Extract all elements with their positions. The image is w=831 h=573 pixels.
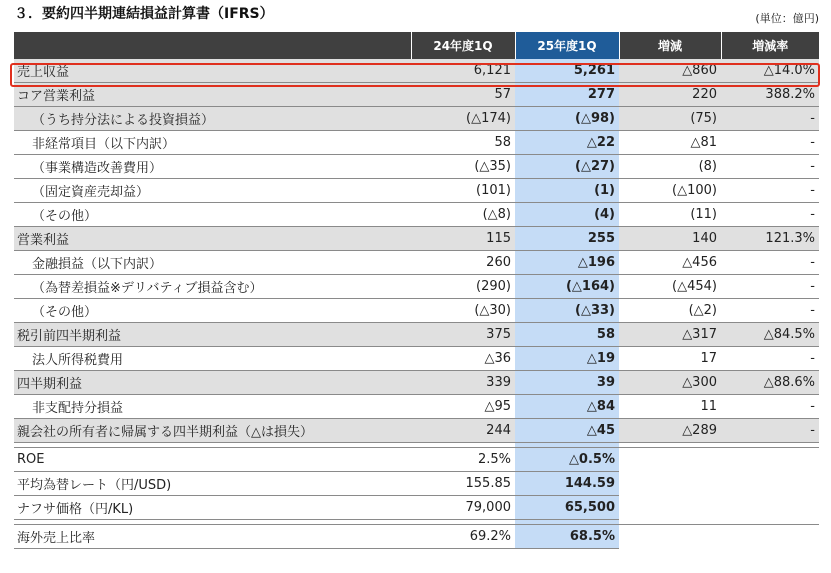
table-row	[14, 203, 819, 227]
row-label: （事業構造改善費用）	[14, 155, 411, 179]
diff-value: △81	[619, 131, 721, 155]
table-row	[14, 131, 819, 155]
diff-value: 17	[619, 347, 721, 371]
diff-value: △300	[619, 371, 721, 395]
row-label: 金融損益（以下内訳）	[14, 251, 411, 275]
rate-value: -	[721, 203, 819, 227]
row-label: 売上収益	[14, 59, 411, 83]
rate-value: -	[721, 299, 819, 323]
rate-value: -	[721, 179, 819, 203]
row-label: 法人所得税費用	[14, 347, 411, 371]
row-label: コア営業利益	[14, 83, 411, 107]
fy24-value: (101)	[411, 179, 515, 203]
table-row	[14, 179, 819, 203]
diff-value: (△454)	[619, 275, 721, 299]
rate-value: -	[721, 347, 819, 371]
row-label: （為替差損益※デリバティブ損益含む）	[14, 275, 411, 299]
header-fy25: 25年度1Q	[515, 32, 619, 59]
fy25-value: △84	[515, 395, 619, 419]
row-label: ROE	[14, 448, 411, 472]
rate-value: -	[721, 395, 819, 419]
fy24-value: 339	[411, 371, 515, 395]
table-row	[14, 323, 819, 347]
row-label: 海外売上比率	[14, 525, 411, 549]
table-row	[14, 299, 819, 323]
fy24-value: (△8)	[411, 203, 515, 227]
table-row	[14, 155, 819, 179]
diff-value: (11)	[619, 203, 721, 227]
table-row	[14, 419, 819, 443]
table-row	[14, 347, 819, 371]
rate-value: △84.5%	[721, 323, 819, 347]
fy24-value: (△174)	[411, 107, 515, 131]
fy25-value: △45	[515, 419, 619, 443]
fy24-value: 58	[411, 131, 515, 155]
rate-value: △88.6%	[721, 371, 819, 395]
row-label: 税引前四半期利益	[14, 323, 411, 347]
row-label: 親会社の所有者に帰属する四半期利益（△は損失）	[14, 419, 411, 443]
diff-value: 220	[619, 83, 721, 107]
rate-value: 121.3%	[721, 227, 819, 251]
fy25-value: △196	[515, 251, 619, 275]
rate-value: 388.2%	[721, 83, 819, 107]
fy25-value: 58	[515, 323, 619, 347]
table-row	[14, 472, 819, 496]
row-label: 非経常項目（以下内訳）	[14, 131, 411, 155]
table-row	[14, 227, 819, 251]
rate-value: -	[721, 131, 819, 155]
row-label: （その他）	[14, 203, 411, 227]
rate-value: -	[721, 155, 819, 179]
unit-label: (単位：億円)	[755, 12, 819, 25]
fy25-value: △22	[515, 131, 619, 155]
fy25-value: 277	[515, 83, 619, 107]
table-row	[14, 448, 819, 472]
fy24-value: (△30)	[411, 299, 515, 323]
fy25-value: (△164)	[515, 275, 619, 299]
fy24-value: 155.85	[411, 472, 515, 496]
diff-value: △456	[619, 251, 721, 275]
fy24-value: 244	[411, 419, 515, 443]
fy24-value: (△35)	[411, 155, 515, 179]
row-label: 非支配持分損益	[14, 395, 411, 419]
row-label: 四半期利益	[14, 371, 411, 395]
row-label: 営業利益	[14, 227, 411, 251]
diff-value: (△2)	[619, 299, 721, 323]
rate-value: △14.0%	[721, 59, 819, 83]
fy25-value: 144.59	[515, 472, 619, 496]
diff-value: △860	[619, 59, 721, 83]
fy25-value: (△98)	[515, 107, 619, 131]
table-row	[14, 395, 819, 419]
table-row	[14, 496, 819, 520]
fy25-value: 39	[515, 371, 619, 395]
fy24-value: 115	[411, 227, 515, 251]
fy25-value: (△27)	[515, 155, 619, 179]
fy24-value: 375	[411, 323, 515, 347]
page-title: ３．要約四半期連結損益計算書（IFRS）	[14, 6, 274, 22]
fy25-value: 65,500	[515, 496, 619, 520]
diff-value: (75)	[619, 107, 721, 131]
fy25-value: (4)	[515, 203, 619, 227]
rate-value: -	[721, 419, 819, 443]
row-label: 平均為替レート（円/USD)	[14, 472, 411, 496]
table-row	[14, 525, 819, 549]
diff-value: △317	[619, 323, 721, 347]
fy25-value: (△33)	[515, 299, 619, 323]
diff-value: (△100)	[619, 179, 721, 203]
rate-value: -	[721, 251, 819, 275]
header-row	[14, 32, 819, 59]
fy24-value: 57	[411, 83, 515, 107]
diff-value: 140	[619, 227, 721, 251]
fy25-value: (1)	[515, 179, 619, 203]
row-label: （固定資産売却益）	[14, 179, 411, 203]
diff-value: (8)	[619, 155, 721, 179]
rate-value: -	[721, 275, 819, 299]
table-row	[14, 371, 819, 395]
fy25-value: 5,261	[515, 59, 619, 83]
row-label: ナフサ価格（円/KL)	[14, 496, 411, 520]
fy24-value: 2.5%	[411, 448, 515, 472]
fy25-value: △0.5%	[515, 448, 619, 472]
fy24-value: (290)	[411, 275, 515, 299]
fy24-value: 260	[411, 251, 515, 275]
table-row	[14, 59, 819, 83]
header-fy24: 24年度1Q	[411, 32, 515, 59]
fy25-value: 68.5%	[515, 525, 619, 549]
income-statement-table	[14, 32, 819, 549]
header-diff: 増減	[619, 32, 721, 59]
table-row	[14, 107, 819, 131]
table-row	[14, 251, 819, 275]
rate-value: -	[721, 107, 819, 131]
diff-value: 11	[619, 395, 721, 419]
table-row	[14, 83, 819, 107]
table-row	[14, 275, 819, 299]
fy24-value: 6,121	[411, 59, 515, 83]
fy25-value: 255	[515, 227, 619, 251]
fy24-value: 69.2%	[411, 525, 515, 549]
row-label: （うち持分法による投資損益）	[14, 107, 411, 131]
fy25-value: △19	[515, 347, 619, 371]
fy24-value: 79,000	[411, 496, 515, 520]
header-rate: 増減率	[721, 32, 819, 59]
row-label: （その他）	[14, 299, 411, 323]
diff-value: △289	[619, 419, 721, 443]
fy24-value: △95	[411, 395, 515, 419]
header-label	[14, 32, 411, 59]
fy24-value: △36	[411, 347, 515, 371]
